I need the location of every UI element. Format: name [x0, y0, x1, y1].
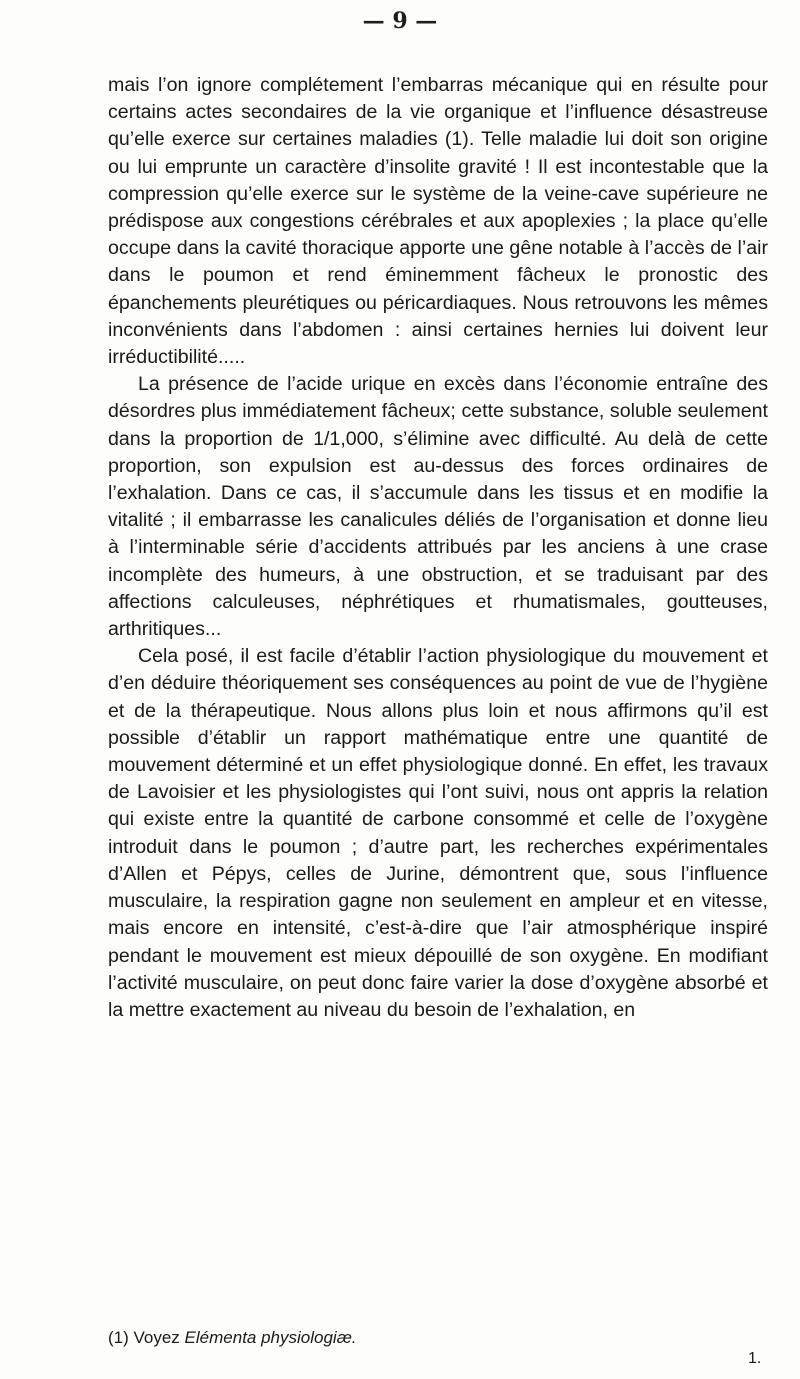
signature-mark: 1. [748, 1350, 762, 1367]
paragraph-3: Cela posé, il est facile d’établir l’action physiologique du mouvement et d’en déduire théoriquement ses conséquences au point de vue de l’hygiène et de la thérapeutique. Nous allons plus loin et nous affirmons qu’il est possible d’établir un rapport mathématique entre une quantité de mouvement déterminé et un effet physiologique donné. En effet, les travaux de Lavoisier et les physiologistes qui l’ont suivi, nous ont appris la relation qui existe entre la quantité de carbone consommé et celle de l’oxygène introduit dans le poumon ; d’autre part, les recherches expérimentales d’Allen et Pépys, celles de Jurine, démontrent que, sous l’influence musculaire, la respiration gagne non seulement en ampleur et en vitesse, mais encore en intensité, c’est-à-dire que l’air atmosphérique inspiré pendant le mouvement est mieux dépouillé de son oxygène. En modifiant l’activité musculaire, on peut donc faire varier la dose d’oxygène absorbé et la mettre exactement au niveau du besoin de l’exhalation, en [108, 645, 768, 1021]
paragraph-1: mais l’on ignore complétement l’embarras mécanique qui en résulte pour certains actes secondaires de la vie organique et l’influence désastreuse qu’elle exerce sur certaines maladies (1). Telle maladie lui doit son origine ou lui emprunte un caractère d’insolite gravité ! Il est incontestable que la compression qu’elle exerce sur le système de la veine-cave supérieure ne prédispose aux congestions cérébrales et aux apoplexies ; la place qu’elle occupe dans la cavité thoracique apporte une gêne notable à l’accès de l’air dans le poumon et rend éminemment fâcheux le pronostic des épanchements pleurétiques ou péricardiaques. Nous retrouvons les mêmes inconvénients dans l’abdomen : ainsi certaines hernies lui doivent leur irréductibilité..... [108, 74, 768, 369]
body-text [108, 72, 768, 1024]
page-number: — 9 — [362, 8, 438, 34]
footnote-prefix: (1) Voyez [108, 1328, 185, 1347]
footnote [108, 1327, 768, 1349]
paragraph-2: La présence de l’acide urique en excès dans l’économie entraîne des désordres plus immédiatement fâcheux; cette substance, soluble seulement dans la proportion de 1/1,000, s’élimine avec difficulté. Au delà de cette proportion, son expulsion est au-dessus des forces ordinaires de l’exhalation. Dans ce cas, il s’accumule dans les tissus et en modifie la vitalité ; il embarrasse les canalicules déliés de l’organisation et donne lieu à l’interminable série d’accidents attribués par les anciens à une crase incomplète des humeurs, à une obstruction, et se traduisant par des affections calculeuses, néphrétiques et rhumatismales, goutteuses, arthritiques... [108, 373, 768, 641]
footnote-source: Elémenta physiologiæ. [184, 1328, 357, 1347]
